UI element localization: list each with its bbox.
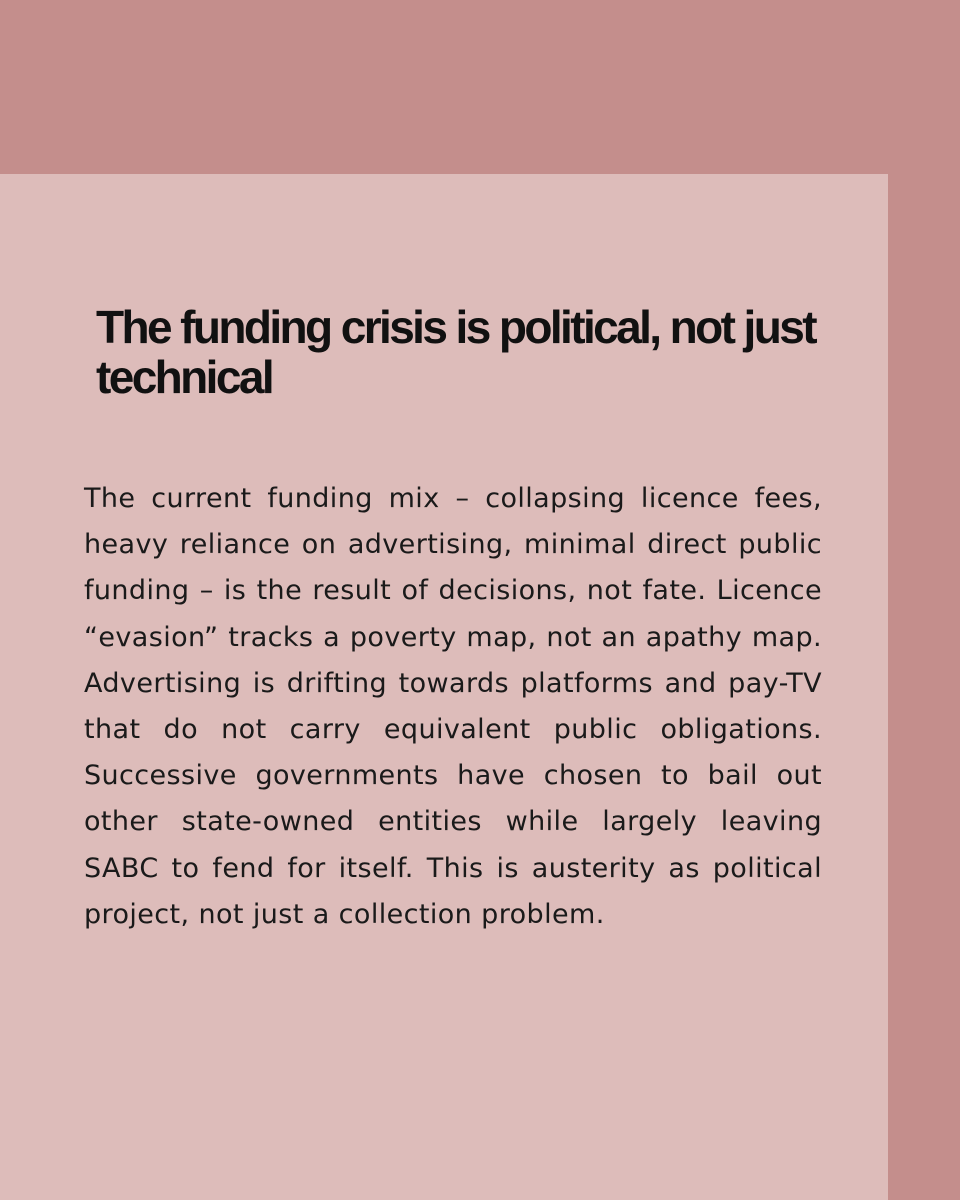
slide-body-text: The current funding mix – collapsing licence fees, heavy reliance on advertising, minimal direct public funding – is the result of decisions, not fate. Licence “evasion” tracks a poverty map, not an apathy map. Advertising is drifting towards platforms and pay-TV that do not carry equivalent public obligations. Successive governments have chosen to bail out other state-owned entities while largely leaving SABC to fend for itself. This is austerity as political project, not just a collection problem. xyxy=(84,483,822,930)
content-card xyxy=(0,174,888,1200)
slide-headline: The funding crisis is political, not just technical xyxy=(96,301,815,403)
